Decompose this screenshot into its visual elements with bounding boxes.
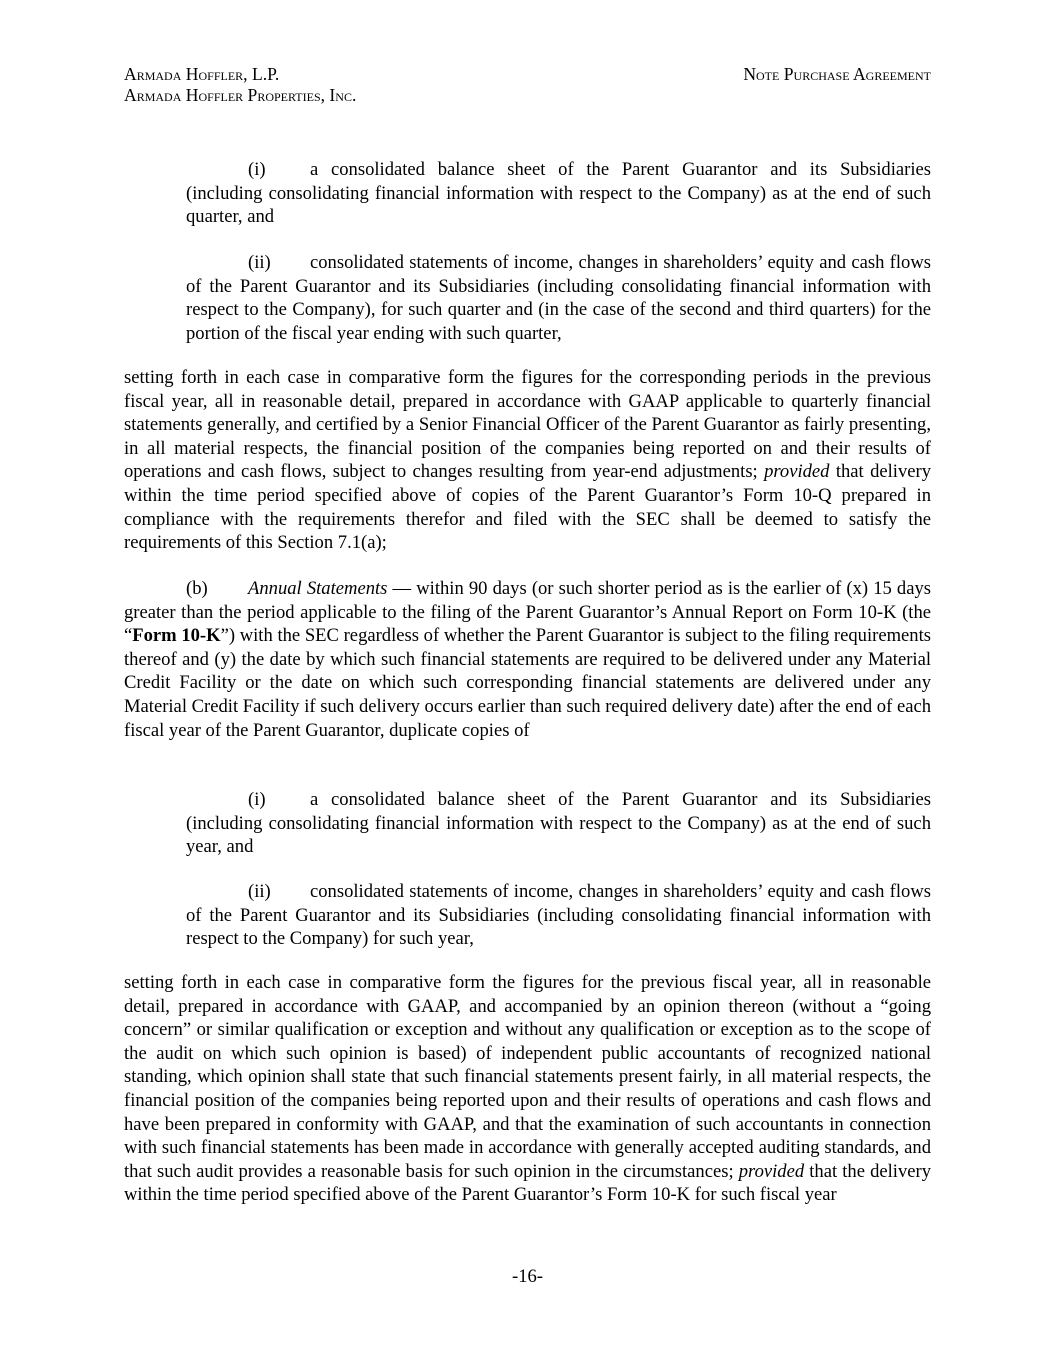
proviso-italic: provided: [764, 461, 830, 483]
clause-text: — within 90 days (or such shorter period as is the earlier of (x) 15 days greater than the period applicable to the filing of the Parent Guarantor’s Annual Report on Form 10-K (the “: [124, 578, 931, 647]
header-left: [124, 64, 356, 106]
clause-a-i: [186, 158, 931, 229]
proviso-italic: provided: [738, 1160, 805, 1182]
paragraph-b-tail: [124, 971, 931, 1207]
clause-text: a consolidated balance sheet of the Parent Guarantor and its Subsidiaries (including consolidating financial information with respect to the Company) as at the end of such year, and: [186, 789, 931, 858]
clause-text: ”) with the SEC regardless of whether the Parent Guarantor is subject to the filing requirements thereof and (y) the date by which such financial statements are required to be delivered under any Material Credit Facility or the date on which such corresponding financial statements are delivered under any Material Credit Facility if such delivery occurs earlier than such required delivery date) after the end of each fiscal year of the Parent Guarantor, duplicate copies of: [124, 625, 931, 741]
clause-a-ii: [186, 251, 931, 345]
clause-b: [124, 577, 931, 742]
clause-number: (i): [248, 159, 266, 180]
clause-number: (ii): [248, 881, 271, 902]
paragraph-text: that the delivery within the time period specified above of the Parent Guarantor’s Form 10-K for such fiscal year: [124, 1160, 931, 1206]
clause-text: consolidated statements of income, changes in shareholders’ equity and cash flows of the Parent Guarantor and its Subsidiaries (including consolidating financial information with respect to the Company), for such quarter and (in the case of the second and third quarters) for the portion of the fiscal year ending with such quarter,: [186, 252, 931, 344]
paragraph-text: setting forth in each case in comparative form the figures for the corresponding periods in the previous fiscal year, all in reasonable detail, prepared in accordance with GAAP applicable to quarterly financial statements generally, and certified by a Senior Financial Officer of the Parent Guarantor as fairly presenting, in all material respects, the financial position of the companies being reported on and their results of operations and cash flows, subject to changes resulting from year-end adjustments;: [124, 367, 931, 483]
paragraph-text: that delivery within the time period specified above of copies of the Parent Guarantor’s Form 10-Q prepared in compliance with the requirements therefor and filed with the SEC shall be deemed to satisfy the requirements of this Section 7.1(a);: [124, 461, 931, 554]
header-company-inc: Armada Hoffler Properties, Inc.: [124, 85, 357, 105]
clause-number: (b): [186, 578, 208, 599]
header-company-lp: Armada Hoffler, L.P.: [124, 64, 280, 84]
header-right: Note Purchase Agreement: [743, 64, 931, 84]
clause-number: (ii): [248, 252, 271, 273]
clause-number: (i): [248, 789, 266, 810]
clause-b-i: [186, 788, 931, 859]
defined-term: Form 10-K: [132, 625, 221, 647]
clause-b-ii: [186, 880, 931, 951]
page-number: -16-: [512, 1266, 543, 1287]
paragraph-text: setting forth in each case in comparative form the figures for the previous fiscal year, all in reasonable detail, prepared in accordance with GAAP, and accompanied by an opinion thereon (without a “going concern” or similar qualification or exception and without any qualification or exception as to the scope of the audit on which such opinion is based) of independent public accountants of recognized national standing, which opinion shall state that such financial statements present fairly, in all material respects, the financial position of the companies being reported upon and their results of operations and cash flows and have been prepared in conformity with GAAP, and that the examination of such accountants in connection with such financial statements has been made in accordance with generally accepted auditing standards, and that such audit provides a reasonable basis for such opinion in the circumstances;: [124, 972, 931, 1182]
clause-text: consolidated statements of income, changes in shareholders’ equity and cash flows of the Parent Guarantor and its Subsidiaries (including consolidating financial information with respect to the Company) for such year,: [186, 881, 931, 950]
clause-text: a consolidated balance sheet of the Parent Guarantor and its Subsidiaries (including consolidating financial information with respect to the Company) as at the end of such quarter, and: [186, 159, 931, 228]
clause-heading: Annual Statements: [248, 578, 388, 599]
paragraph-a-tail: [124, 366, 931, 555]
